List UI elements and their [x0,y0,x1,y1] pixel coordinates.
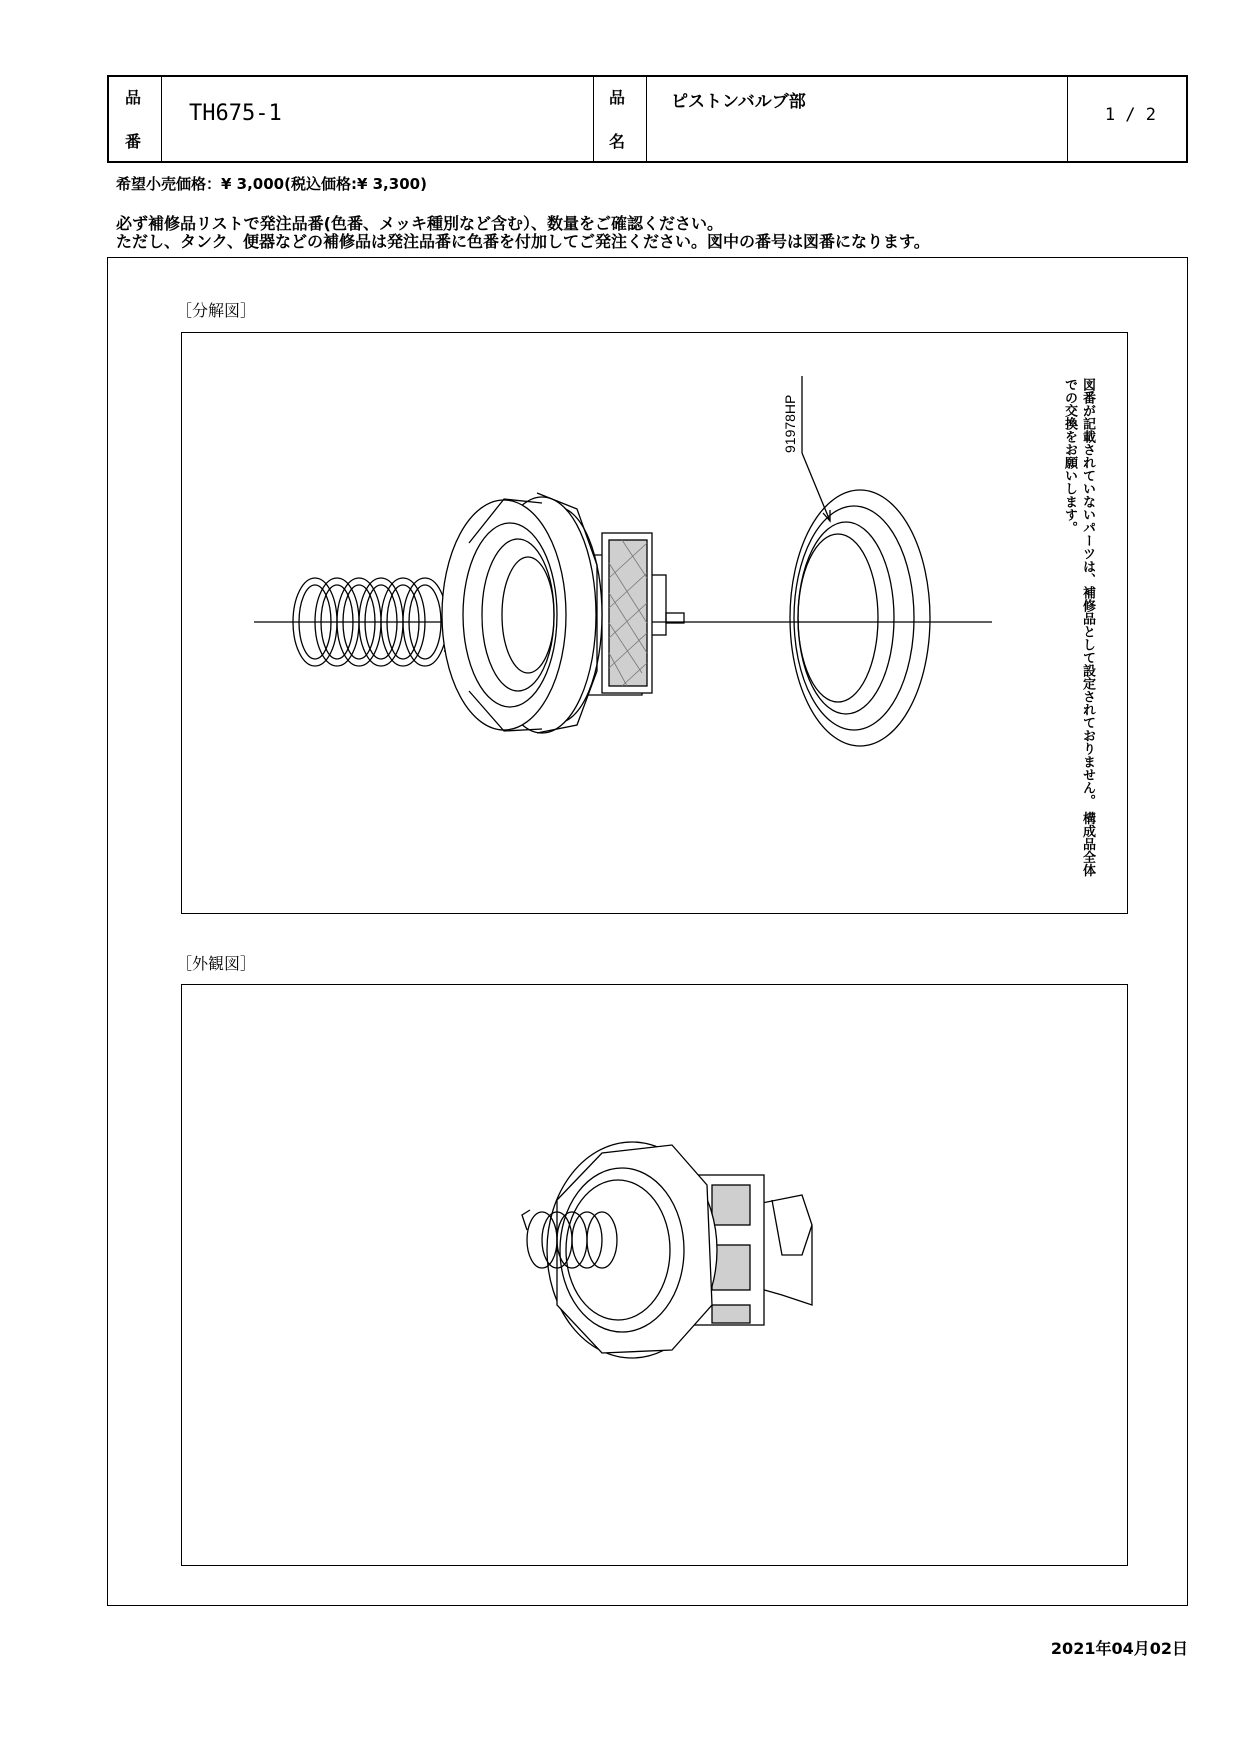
hinmei-label-bottom: 名 [609,132,626,151]
page-number: 1 / 2 [1104,105,1156,125]
issue-date: 2021年04月02日 [1050,1639,1188,1658]
divider [161,77,162,161]
part-number: TH675-1 [189,101,282,126]
callout-label: 91978HP [782,394,798,453]
exploded-side-note [1056,378,1096,888]
side-note-line-2: 構成品全体での交換をお願いします。 [1062,378,1095,877]
notice-line-1: 必ず補修品リストで発注品番(色番、メッキ種別など含む）、数量をご確認ください。 [116,214,723,233]
notice-line-2: ただし、タンク、便器などの補修品は発注品番に色番を付加してご発注ください。図中の番号は図番になります。 [116,232,930,251]
header-table [107,75,1188,163]
retail-price: 希望小売価格：¥ 3,000(税込価格:¥ 3,300) [116,175,427,193]
exterior-view-panel [181,984,1128,1566]
valve-body [442,493,684,733]
callout-arrow [802,453,830,521]
exterior-view-label: ［外観図］ [176,954,257,973]
part-name: ピストンバルブ部 [671,92,806,112]
hinmei-label-top: 品 [609,88,626,107]
hinban-label-top: 品 [125,88,142,107]
side-note-line-1: 図番が記載されていないパーツは、補修品として設定されておりません。 [1080,378,1095,807]
hinban-label-bottom: 番 [125,132,142,151]
exterior-view-drawing [182,985,1127,1565]
divider [1067,77,1068,161]
exploded-view-label: ［分解図］ [176,301,257,320]
divider [646,77,647,161]
seal-ring-91978HP [790,490,930,746]
exploded-view-panel [181,332,1128,914]
exploded-view-drawing [182,333,1127,913]
divider [593,77,594,161]
